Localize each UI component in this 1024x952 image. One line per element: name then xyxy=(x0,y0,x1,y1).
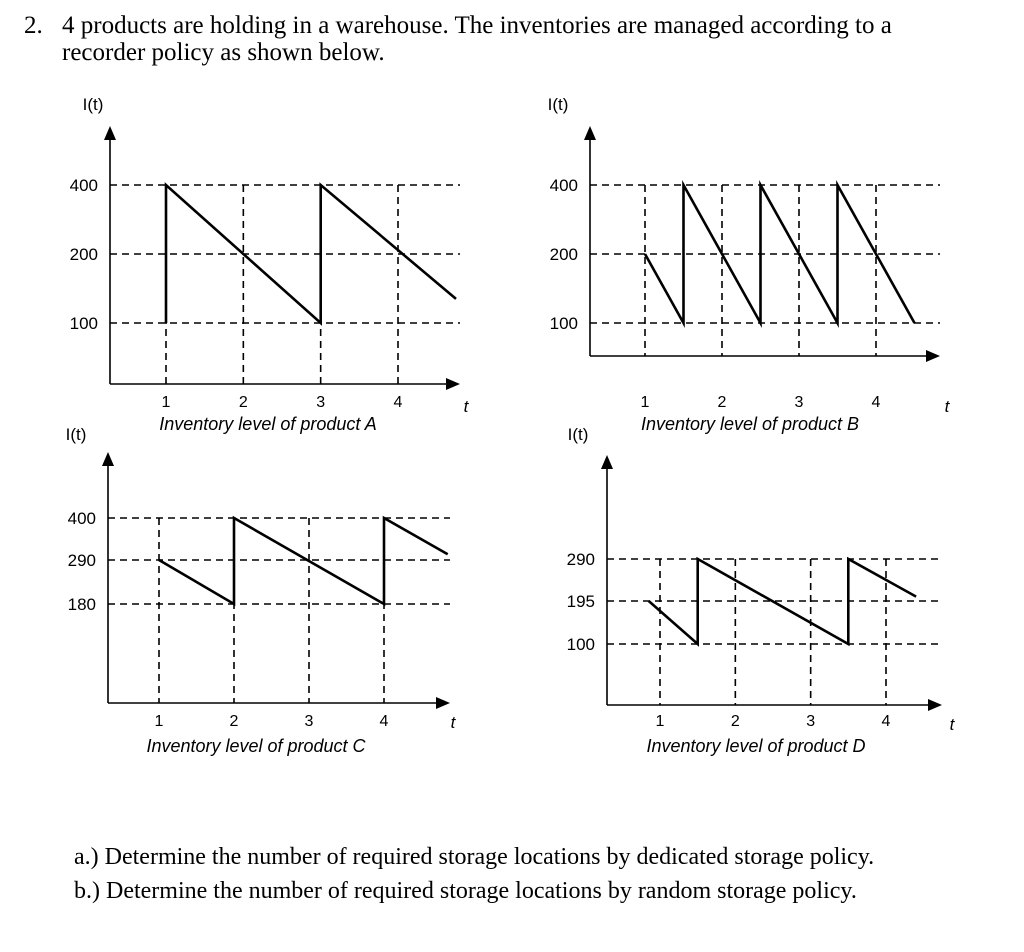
chart-title: Inventory level of product D xyxy=(646,736,866,756)
x-axis-label: t xyxy=(944,397,950,416)
x-axis-label: t xyxy=(949,715,955,734)
chart-title: Inventory level of product A xyxy=(159,414,377,434)
y-axis-arrow xyxy=(584,126,596,140)
x-tick-label: 1 xyxy=(161,394,171,411)
x-tick-label: 2 xyxy=(717,394,727,411)
chart-2 xyxy=(66,425,457,756)
x-tick-label: 4 xyxy=(871,394,881,411)
chart-0 xyxy=(70,95,470,434)
inventory-series-line xyxy=(645,185,915,323)
x-tick-label: 4 xyxy=(379,713,389,730)
y-axis-arrow xyxy=(601,455,613,469)
x-axis-arrow xyxy=(436,697,450,709)
y-axis-label: I(t) xyxy=(567,425,589,444)
x-axis-arrow xyxy=(446,378,460,390)
problem-line-1: 2. 4 products are holding in a warehouse. The inventories are managed according to a xyxy=(24,12,892,39)
y-tick-label: 400 xyxy=(69,176,98,195)
y-tick-label: 100 xyxy=(566,635,595,654)
problem-number: 2. xyxy=(24,12,43,39)
y-tick-label: 400 xyxy=(549,176,578,195)
chart-3 xyxy=(567,425,956,756)
x-tick-label: 2 xyxy=(229,713,239,730)
y-tick-label: 200 xyxy=(69,245,98,264)
questions xyxy=(74,840,1014,908)
x-tick-label: 4 xyxy=(393,394,403,411)
y-axis-label: I(t) xyxy=(82,95,104,114)
y-axis-label: I(t) xyxy=(65,425,87,444)
y-axis-arrow xyxy=(102,452,114,466)
y-tick-label: 195 xyxy=(566,592,595,611)
x-tick-label: 1 xyxy=(655,713,665,730)
y-tick-label: 180 xyxy=(67,595,96,614)
x-tick-label: 3 xyxy=(304,713,314,730)
x-tick-label: 2 xyxy=(730,713,740,730)
x-tick-label: 2 xyxy=(238,394,248,411)
y-tick-label: 400 xyxy=(67,509,96,528)
chart-title: Inventory level of product B xyxy=(640,414,860,434)
x-tick-label: 3 xyxy=(794,394,804,411)
x-tick-label: 4 xyxy=(881,713,891,730)
y-tick-label: 200 xyxy=(549,245,578,264)
question-b: b.) Determine the number of required storage locations by random storage policy. xyxy=(74,878,857,904)
y-tick-label: 100 xyxy=(69,314,98,333)
y-axis-arrow xyxy=(104,126,116,140)
y-tick-label: 100 xyxy=(549,314,578,333)
problem-line-2: recorder policy as shown below. xyxy=(62,39,385,66)
y-tick-label: 290 xyxy=(67,551,96,570)
x-tick-label: 1 xyxy=(640,394,650,411)
x-axis-label: t xyxy=(450,713,456,732)
y-axis-label: I(t) xyxy=(547,95,569,114)
inventory-series-line xyxy=(159,518,448,604)
x-axis-label: t xyxy=(463,397,469,416)
question-a: a.) Determine the number of required storage locations by dedicated storage policy. xyxy=(74,844,875,870)
x-axis-arrow xyxy=(926,350,940,362)
chart-title: Inventory level of product C xyxy=(146,736,366,756)
x-tick-label: 3 xyxy=(806,713,816,730)
x-tick-label: 3 xyxy=(316,394,326,411)
y-tick-label: 290 xyxy=(566,550,595,569)
chart-1 xyxy=(548,95,951,434)
x-tick-label: 1 xyxy=(154,713,164,730)
x-axis-arrow xyxy=(928,699,942,711)
